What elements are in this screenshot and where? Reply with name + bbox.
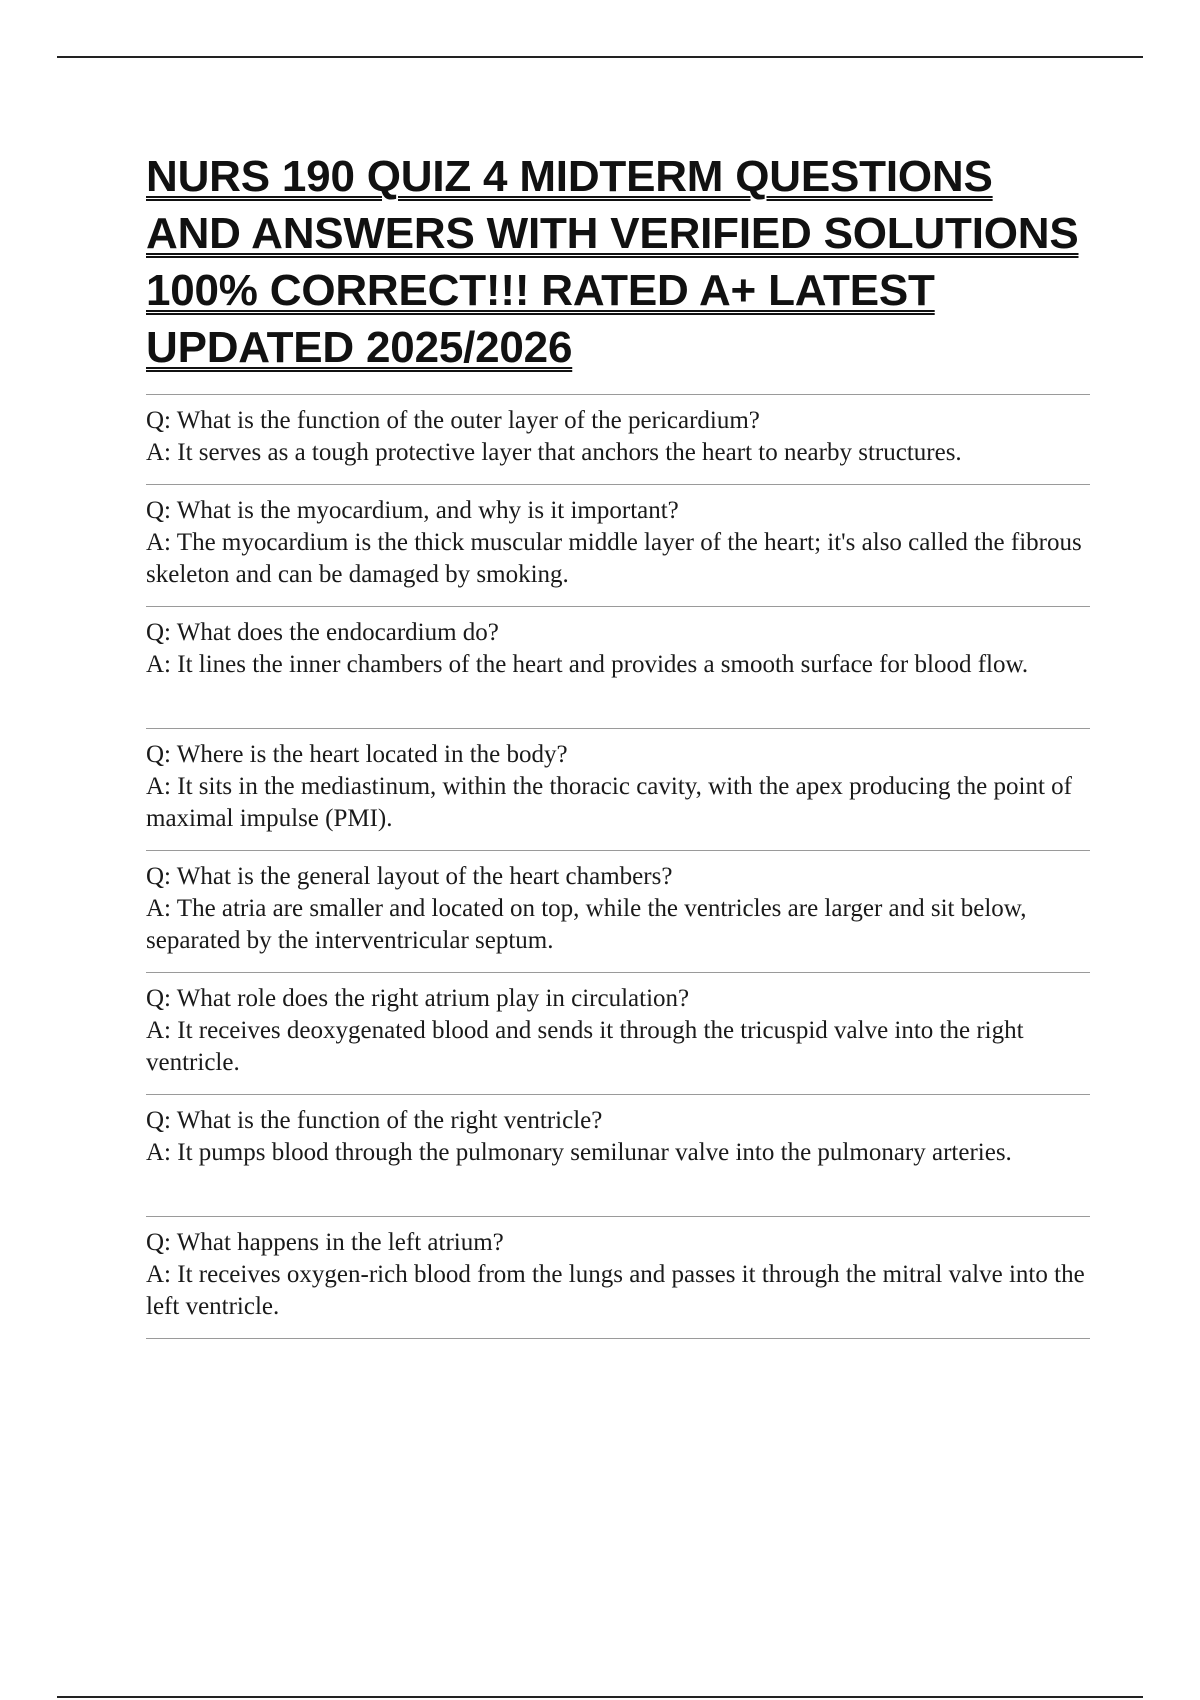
question-text: Q: What is the function of the right ventricle? (146, 1107, 603, 1134)
document-body (146, 148, 1090, 1339)
qa-list (146, 394, 1090, 1339)
qa-item (146, 607, 1090, 729)
answer-text: A: The atria are smaller and located on top, while the ventricles are larger and sit below, separated by the interventricular septum. (146, 895, 1027, 954)
answer-text: A: It lines the inner chambers of the heart and provides a smooth surface for blood flow. (146, 651, 1029, 678)
answer-text: A: The myocardium is the thick muscular middle layer of the heart; it's also called the fibrous skeleton and can be damaged by smoking. (146, 529, 1082, 588)
answer-text: A: It receives oxygen-rich blood from the lungs and passes it through the mitral valve into the left ventricle. (146, 1261, 1085, 1320)
answer-text: A: It serves as a tough protective layer that anchors the heart to nearby structures. (146, 439, 962, 466)
qa-item (146, 729, 1090, 851)
answer-text: A: It receives deoxygenated blood and sends it through the tricuspid valve into the right ventricle. (146, 1017, 1024, 1076)
question-text: Q: What does the endocardium do? (146, 619, 499, 646)
qa-item (146, 851, 1090, 973)
qa-item (146, 1217, 1090, 1339)
qa-item (146, 485, 1090, 607)
qa-item (146, 973, 1090, 1095)
document-title: NURS 190 QUIZ 4 MIDTERM QUESTIONS AND ANSWERS WITH VERIFIED SOLUTIONS 100% CORRECT!!! RATED A+ LATEST UPDATED 2025/2026 (146, 152, 1079, 372)
question-text: Q: What is the function of the outer layer of the pericardium? (146, 407, 760, 434)
qa-item (146, 1095, 1090, 1217)
question-text: Q: What happens in the left atrium? (146, 1229, 504, 1256)
qa-item (146, 395, 1090, 485)
answer-text: A: It sits in the mediastinum, within the thoracic cavity, with the apex producing the point of maximal impulse (PMI). (146, 773, 1072, 832)
question-text: Q: What is the myocardium, and why is it important? (146, 497, 679, 524)
answer-text: A: It pumps blood through the pulmonary semilunar valve into the pulmonary arteries. (146, 1139, 1012, 1166)
page-bottom-rule (57, 1696, 1143, 1698)
page-top-rule (57, 56, 1143, 58)
question-text: Q: What is the general layout of the heart chambers? (146, 863, 673, 890)
question-text: Q: Where is the heart located in the body? (146, 741, 568, 768)
question-text: Q: What role does the right atrium play in circulation? (146, 985, 690, 1012)
